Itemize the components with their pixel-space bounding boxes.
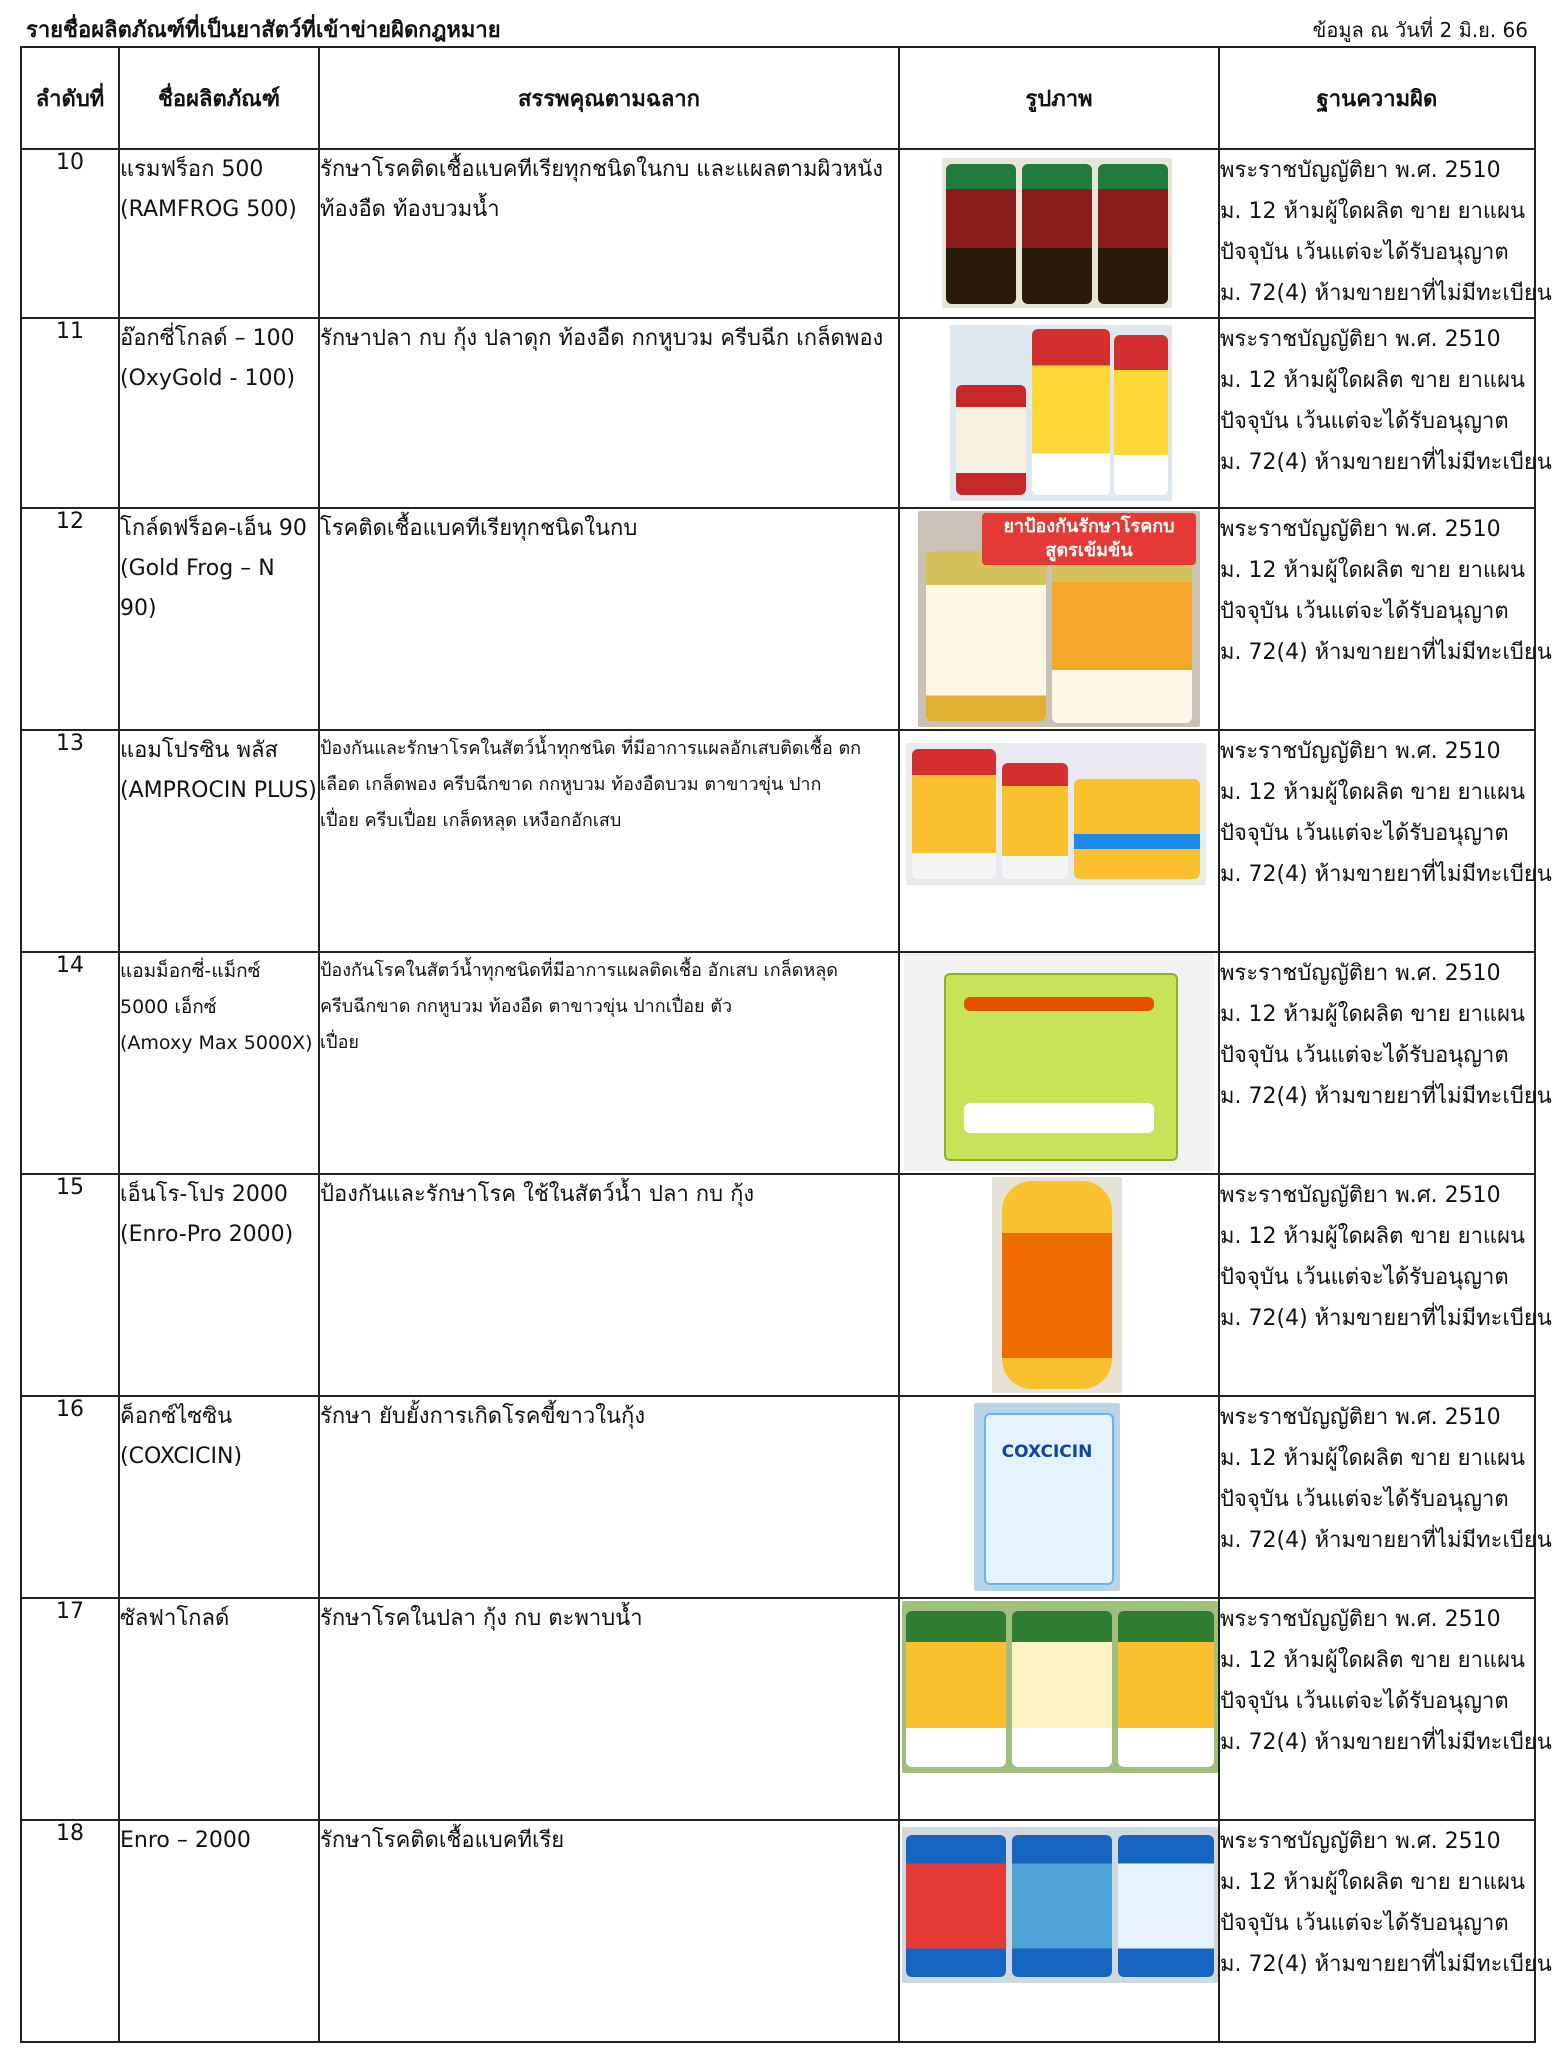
product-photo: [950, 325, 1172, 501]
law-line: ม. 72(4) ห้ามขายยาที่ไม่มีทะเบียน: [1220, 281, 1552, 306]
product-image: [899, 149, 1219, 318]
law-line: ปัจจุบัน เว้นแต่จะได้รับอนุญาต: [1220, 599, 1509, 624]
law-line: พระราชบัญญัติยา พ.ศ. 2510: [1220, 517, 1501, 542]
product-photo: [902, 1827, 1218, 1983]
properties-line: ป้องกันโรคในสัตว์น้ำทุกชนิดที่มีอาการแผลติดเชื้อ อักเสบ เกล็ดหลุด: [320, 960, 839, 981]
product-name-line: (Amoxy Max 5000X): [120, 1032, 313, 1054]
law-line: ม. 72(4) ห้ามขายยาที่ไม่มีทะเบียน: [1220, 862, 1552, 887]
product-image: [899, 1598, 1219, 1820]
law-line: ปัจจุบัน เว้นแต่จะได้รับอนุญาต: [1220, 1911, 1509, 1936]
product-image: [899, 1820, 1219, 2042]
page-header: [20, 12, 1534, 44]
law-line: ม. 72(4) ห้ามขายยาที่ไม่มีทะเบียน: [1220, 450, 1552, 475]
product-name-line: (AMPROCIN PLUS): [120, 778, 317, 803]
properties-line: ท้องอืด ท้องบวมน้ำ: [320, 197, 500, 222]
label-properties: [319, 1820, 899, 2042]
law-line: ปัจจุบัน เว้นแต่จะได้รับอนุญาต: [1220, 409, 1509, 434]
product-name: [119, 952, 319, 1174]
law-line: ปัจจุบัน เว้นแต่จะได้รับอนุญาต: [1220, 821, 1509, 846]
offense-basis: [1219, 1174, 1552, 1396]
label-properties: [319, 1396, 899, 1598]
product-name-line: (COXCICIN): [120, 1444, 243, 1469]
law-line: พระราชบัญญัติยา พ.ศ. 2510: [1220, 1607, 1501, 1632]
law-line: พระราชบัญญัติยา พ.ศ. 2510: [1220, 961, 1501, 986]
row-number: 13: [21, 730, 119, 952]
law-line: ม. 12 ห้ามผู้ใดผลิต ขาย ยาแผน: [1220, 368, 1526, 393]
product-name-line: (OxyGold - 100): [120, 366, 296, 391]
column-header-name: ชื่อผลิตภัณฑ์: [119, 47, 319, 149]
law-line: ม. 72(4) ห้ามขายยาที่ไม่มีทะเบียน: [1220, 1306, 1552, 1331]
product-name-line: Enro – 2000: [120, 1828, 251, 1853]
law-line: ม. 72(4) ห้ามขายยาที่ไม่มีทะเบียน: [1220, 1730, 1552, 1755]
law-line: พระราชบัญญัติยา พ.ศ. 2510: [1220, 158, 1501, 183]
product-name: [119, 508, 319, 730]
data-date: ข้อมูล ณ วันที่ 2 มิ.ย. 66: [1312, 18, 1528, 42]
row-number: 10: [21, 149, 119, 318]
product-photo: [906, 743, 1206, 885]
product-name-line: ซัลฟาโกลด์: [120, 1606, 230, 1631]
product-name-line: 5000 เอ็กซ์: [120, 996, 217, 1018]
image-overlay-text: ยาป้องกันรักษาโรคกบ: [1003, 516, 1175, 537]
product-photo: [974, 1403, 1120, 1591]
label-properties: [319, 508, 899, 730]
product-name: [119, 149, 319, 318]
law-line: ม. 12 ห้ามผู้ใดผลิต ขาย ยาแผน: [1220, 1870, 1526, 1895]
row-number: 16: [21, 1396, 119, 1598]
law-line: พระราชบัญญัติยา พ.ศ. 2510: [1220, 1183, 1501, 1208]
product-photo: [942, 158, 1172, 308]
properties-line: เปื่อย ครีบเปื่อย เกล็ดหลุด เหงือกอักเสบ: [320, 810, 622, 831]
law-line: พระราชบัญญัติยา พ.ศ. 2510: [1220, 739, 1501, 764]
table-row: [21, 318, 1535, 508]
product-name-line: แอมโปรซิน พลัส: [120, 738, 278, 763]
table-row: [21, 1174, 1535, 1396]
product-name: [119, 1396, 319, 1598]
product-name-line: ค็อกซ์ไซซิน: [120, 1404, 233, 1429]
law-line: ม. 12 ห้ามผู้ใดผลิต ขาย ยาแผน: [1220, 199, 1526, 224]
row-number: 14: [21, 952, 119, 1174]
row-number: 11: [21, 318, 119, 508]
table-row: [21, 508, 1535, 730]
product-photo: [992, 1177, 1122, 1393]
product-name-line: โกล์ดฟร็อค-เอ็น 90: [120, 516, 307, 541]
properties-line: เปื่อย: [320, 1032, 359, 1053]
product-image: [899, 1396, 1219, 1598]
law-line: ม. 12 ห้ามผู้ใดผลิต ขาย ยาแผน: [1220, 558, 1526, 583]
offense-basis: [1219, 952, 1552, 1174]
product-name: [119, 318, 319, 508]
law-line: ม. 12 ห้ามผู้ใดผลิต ขาย ยาแผน: [1220, 780, 1526, 805]
offense-basis: [1219, 1396, 1552, 1598]
product-name-line: (Gold Frog – N: [120, 556, 275, 581]
product-image: [899, 508, 1219, 730]
row-number: 18: [21, 1820, 119, 2042]
products-table: [20, 46, 1552, 2043]
table-row: [21, 149, 1535, 318]
row-number: 17: [21, 1598, 119, 1820]
law-line: พระราชบัญญัติยา พ.ศ. 2510: [1220, 1405, 1501, 1430]
product-name: [119, 1174, 319, 1396]
table-row: [21, 1598, 1535, 1820]
offense-basis: [1219, 149, 1552, 318]
properties-line: รักษา ยับยั้งการเกิดโรคขี้ขาวในกุ้ง: [320, 1404, 646, 1429]
properties-line: ป้องกันและรักษาโรคในสัตว์น้ำทุกชนิด ที่มีอาการแผลอักเสบติดเชื้อ ตก: [320, 738, 862, 759]
law-line: ม. 72(4) ห้ามขายยาที่ไม่มีทะเบียน: [1220, 1084, 1552, 1109]
offense-basis: [1219, 318, 1552, 508]
table-row: [21, 1396, 1535, 1598]
law-line: ปัจจุบัน เว้นแต่จะได้รับอนุญาต: [1220, 240, 1509, 265]
table-row: [21, 1820, 1535, 2042]
product-name-line: 90): [120, 596, 157, 621]
product-name-line: (Enro-Pro 2000): [120, 1222, 294, 1247]
law-line: ม. 12 ห้ามผู้ใดผลิต ขาย ยาแผน: [1220, 1002, 1526, 1027]
offense-basis: [1219, 1820, 1552, 2042]
properties-line: เลือด เกล็ดพอง ครีบฉีกขาด กกหูบวม ท้องอืดบวม ตาขาวขุ่น ปาก: [320, 774, 822, 795]
column-header-offense: ฐานความผิด: [1219, 47, 1535, 149]
law-line: ปัจจุบัน เว้นแต่จะได้รับอนุญาต: [1220, 1487, 1509, 1512]
properties-line: รักษาโรคติดเชื้อแบคทีเรียทุกชนิดในกบ และแผลตามผิวหนัง: [320, 157, 884, 182]
properties-line: รักษาปลา กบ กุ้ง ปลาดุก ท้องอืด กกหูบวม ครีบฉีก เกล็ดพอง: [320, 326, 884, 351]
label-properties: [319, 952, 899, 1174]
product-name-line: เอ็นโร-โปร 2000: [120, 1182, 288, 1207]
product-photo: [902, 1601, 1218, 1773]
row-number: 15: [21, 1174, 119, 1396]
column-header-properties: สรรพคุณตามฉลาก: [319, 47, 899, 149]
row-number: 12: [21, 508, 119, 730]
product-name-line: แอมม็อกซี่-แม็กซ์: [120, 960, 261, 982]
law-line: ม. 12 ห้ามผู้ใดผลิต ขาย ยาแผน: [1220, 1648, 1526, 1673]
product-name-line: (RAMFROG 500): [120, 197, 297, 222]
law-line: พระราชบัญญัติยา พ.ศ. 2510: [1220, 327, 1501, 352]
law-line: ม. 72(4) ห้ามขายยาที่ไม่มีทะเบียน: [1220, 1528, 1552, 1553]
table-header-row: [21, 47, 1535, 149]
product-name: [119, 1820, 319, 2042]
product-name-line: แรมฟร็อก 500: [120, 157, 264, 182]
properties-line: ป้องกันและรักษาโรค ใช้ในสัตว์น้ำ ปลา กบ กุ้ง: [320, 1182, 755, 1207]
product-name-line: อ๊อกซี่โกลด์ – 100: [120, 326, 295, 351]
image-overlay-text: สูตรเข้มข้น: [1045, 540, 1133, 561]
properties-line: รักษาโรคติดเชื้อแบคทีเรีย: [320, 1828, 565, 1853]
product-image: [899, 730, 1219, 952]
table-row: [21, 730, 1535, 952]
product-name: [119, 730, 319, 952]
offense-basis: [1219, 730, 1552, 952]
column-header-no: ลำดับที่: [21, 47, 119, 149]
properties-line: ครีบฉีกขาด กกหูบวม ท้องอืด ตาขาวขุ่น ปากเปื่อย ตัว: [320, 996, 733, 1017]
properties-line: รักษาโรคในปลา กุ้ง กบ ตะพาบน้ำ: [320, 1606, 643, 1631]
law-line: ม. 12 ห้ามผู้ใดผลิต ขาย ยาแผน: [1220, 1224, 1526, 1249]
product-image: [899, 1174, 1219, 1396]
label-properties: [319, 730, 899, 952]
label-properties: [319, 149, 899, 318]
law-line: ม. 72(4) ห้ามขายยาที่ไม่มีทะเบียน: [1220, 1952, 1552, 1977]
label-properties: [319, 1174, 899, 1396]
offense-basis: [1219, 508, 1552, 730]
label-properties: [319, 1598, 899, 1820]
label-properties: [319, 318, 899, 508]
law-line: ปัจจุบัน เว้นแต่จะได้รับอนุญาต: [1220, 1265, 1509, 1290]
product-image: [899, 952, 1219, 1174]
document-title: รายชื่อผลิตภัณฑ์ที่เป็นยาสัตว์ที่เข้าข่ายผิดกฎหมาย: [26, 18, 501, 43]
product-photo: [904, 953, 1214, 1171]
product-image: [899, 318, 1219, 508]
table-row: [21, 952, 1535, 1174]
law-line: ม. 72(4) ห้ามขายยาที่ไม่มีทะเบียน: [1220, 640, 1552, 665]
law-line: ปัจจุบัน เว้นแต่จะได้รับอนุญาต: [1220, 1043, 1509, 1068]
image-label-text: COXCICIN: [1001, 1442, 1093, 1462]
product-name: [119, 1598, 319, 1820]
column-header-image: รูปภาพ: [899, 47, 1219, 149]
offense-basis: [1219, 1598, 1552, 1820]
law-line: พระราชบัญญัติยา พ.ศ. 2510: [1220, 1829, 1501, 1854]
properties-line: โรคติดเชื้อแบคทีเรียทุกชนิดในกบ: [320, 516, 638, 541]
product-photo: [918, 511, 1200, 727]
law-line: ม. 12 ห้ามผู้ใดผลิต ขาย ยาแผน: [1220, 1446, 1526, 1471]
law-line: ปัจจุบัน เว้นแต่จะได้รับอนุญาต: [1220, 1689, 1509, 1714]
